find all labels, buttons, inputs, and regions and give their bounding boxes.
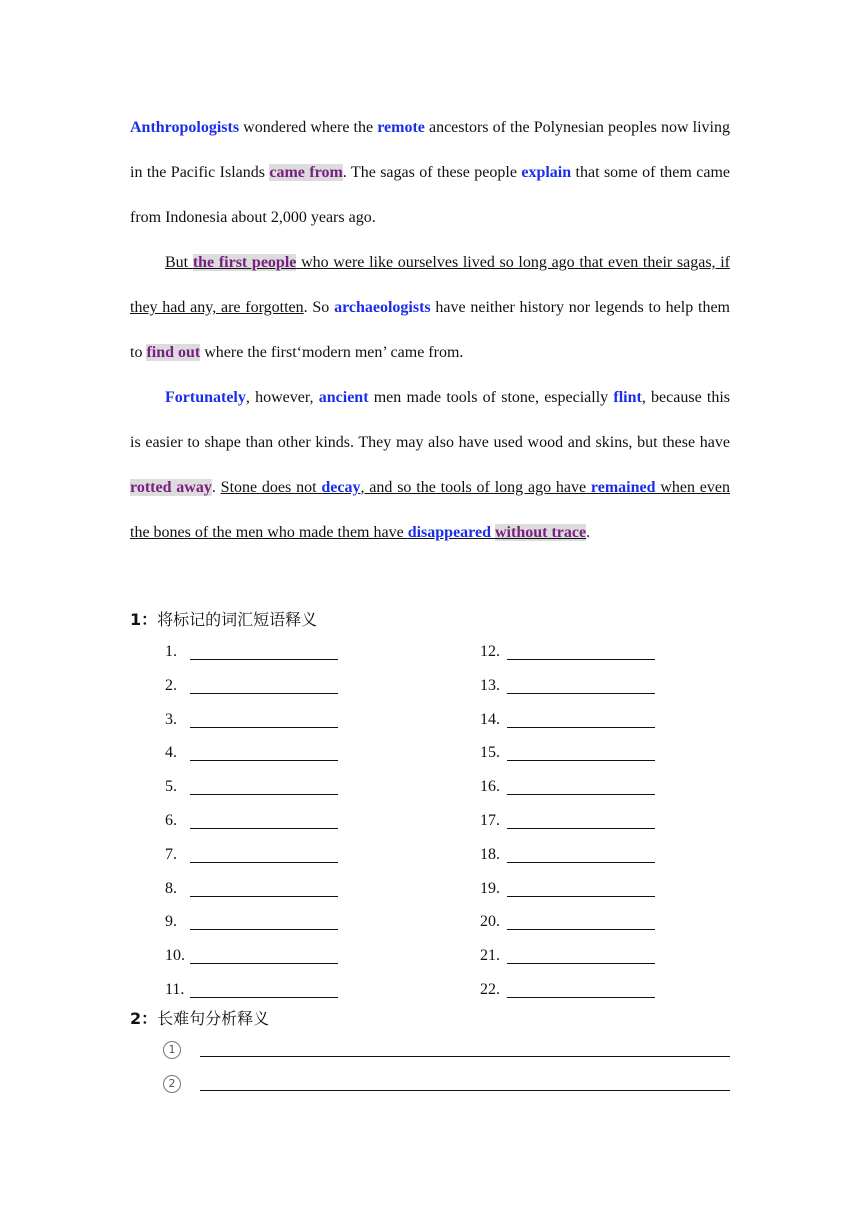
vocab-item-right-6: [480, 811, 500, 831]
vocab-item-right-1: [480, 642, 500, 662]
vocab-item-right-9: [480, 912, 500, 932]
vocab-number: 17.: [480, 812, 500, 829]
vocab-answer-blank[interactable]: [190, 828, 338, 829]
vocab-answer-blank[interactable]: [507, 862, 655, 863]
vocab-answer-blank[interactable]: [190, 794, 338, 795]
vocab-answer-blank[interactable]: [507, 727, 655, 728]
section-2-heading: [130, 1006, 269, 1029]
vocab-number: 6.: [165, 812, 177, 829]
vocab-answer-blank[interactable]: [507, 929, 655, 930]
vocab-item-right-4: [480, 743, 500, 763]
vocab-answer-blank[interactable]: [190, 896, 338, 897]
vocab-item-left-6: [165, 811, 177, 831]
phrase-find-out: find out: [146, 344, 201, 361]
vocab-item-left-11: [165, 980, 184, 1000]
keyword-remote: remote: [377, 119, 425, 136]
section-2-number: 2：: [130, 1009, 158, 1028]
vocab-item-left-9: [165, 912, 177, 932]
vocab-number: 12.: [480, 643, 500, 660]
vocab-item-left-10: [165, 946, 185, 966]
vocab-item-left-5: [165, 777, 177, 797]
vocab-number: 4.: [165, 744, 177, 761]
passage-text: .: [211, 479, 221, 496]
passage-text: that some of them came from Indonesia about 2,000 years ago.: [130, 164, 731, 226]
keyword-anthropologists: Anthropologists: [130, 119, 240, 136]
vocab-answer-blank[interactable]: [507, 659, 655, 660]
vocab-number: 2.: [165, 677, 177, 694]
vocab-number: 14.: [480, 711, 500, 728]
vocab-number: 10.: [165, 947, 185, 964]
vocab-answer-blank[interactable]: [507, 828, 655, 829]
phrase-without-trace: without trace: [494, 524, 587, 541]
paragraph-2: [130, 240, 730, 375]
vocab-number: 21.: [480, 947, 500, 964]
vocab-number: 8.: [165, 880, 177, 897]
vocab-number: 20.: [480, 913, 500, 930]
vocab-number: 16.: [480, 778, 500, 795]
vocab-number: 1.: [165, 643, 177, 660]
vocab-item-right-8: [480, 879, 500, 899]
keyword-disappeared: disappeared: [407, 524, 491, 541]
section-1-number: 1：: [130, 610, 158, 629]
passage-text: . The sagas of these people: [342, 164, 522, 181]
vocab-answer-blank[interactable]: [190, 862, 338, 863]
phrase-came-from: came from: [269, 164, 343, 181]
passage-text: But: [165, 254, 193, 271]
passage-text: . So: [303, 299, 335, 316]
vocab-number: 5.: [165, 778, 177, 795]
vocab-answer-blank[interactable]: [190, 997, 338, 998]
section-1-heading: [130, 607, 317, 630]
passage-text: , however,: [245, 389, 319, 406]
vocab-answer-blank[interactable]: [507, 997, 655, 998]
vocab-answer-blank[interactable]: [507, 963, 655, 964]
vocab-answer-blank[interactable]: [190, 963, 338, 964]
vocab-number: 18.: [480, 846, 500, 863]
answer-line-2[interactable]: [200, 1090, 730, 1091]
vocab-answer-blank[interactable]: [507, 760, 655, 761]
vocab-number: 3.: [165, 711, 177, 728]
vocab-item-left-4: [165, 743, 177, 763]
vocab-number: 11.: [165, 981, 185, 998]
vocab-item-left-1: [165, 642, 177, 662]
passage-text: when even the bones of the men who made them have: [130, 479, 731, 541]
section-2-title: 长难句分析释义: [157, 1009, 270, 1028]
vocab-answer-blank[interactable]: [507, 794, 655, 795]
passage-text: wondered where the: [239, 119, 378, 136]
passage-text: Stone does not: [220, 479, 322, 496]
passage-text: , because this is easier to shape than other kinds. They may also have used wood and skins, but these have: [130, 389, 731, 451]
vocab-item-right-5: [480, 777, 500, 797]
sentence-marker-1: 1: [163, 1041, 181, 1059]
keyword-decay: decay: [321, 479, 361, 496]
phrase-rotted-away: rotted away: [130, 479, 212, 496]
passage-text: men made tools of stone, especially: [368, 389, 614, 406]
section-1-title: 将标记的词汇短语释义: [157, 610, 318, 629]
vocab-item-right-7: [480, 845, 500, 865]
vocab-item-right-2: [480, 676, 500, 696]
paragraph-1: [130, 105, 730, 240]
paragraph-3: [130, 375, 730, 555]
vocab-answer-blank[interactable]: [190, 760, 338, 761]
keyword-ancient: ancient: [318, 389, 369, 406]
vocab-answer-blank[interactable]: [190, 929, 338, 930]
passage-text: have neither history nor legends to help them to: [130, 299, 730, 361]
keyword-explain: explain: [521, 164, 572, 181]
sentence-marker-2: 2: [163, 1075, 181, 1093]
vocab-item-right-10: [480, 946, 500, 966]
vocab-item-left-2: [165, 676, 177, 696]
vocab-item-right-11: [480, 980, 500, 1000]
vocab-number: 19.: [480, 880, 500, 897]
passage-text: who were like ourselves lived so long ago that even their sagas, if they had any, are forgotten: [130, 254, 731, 316]
vocab-answer-blank[interactable]: [190, 727, 338, 728]
vocab-item-left-7: [165, 845, 177, 865]
vocab-answer-blank[interactable]: [190, 659, 338, 660]
passage-text: , and so the tools of long ago have: [360, 479, 591, 496]
vocab-number: 9.: [165, 913, 177, 930]
phrase-the-first-people: the first people: [192, 254, 297, 271]
keyword-archaeologists: archaeologists: [334, 299, 431, 316]
vocab-item-right-3: [480, 710, 500, 730]
underlined-sentence-2: [130, 479, 730, 541]
vocab-item-left-8: [165, 879, 177, 899]
vocab-answer-blank[interactable]: [190, 693, 338, 694]
keyword-flint: flint: [613, 389, 642, 406]
vocab-number: 15.: [480, 744, 500, 761]
vocab-answer-blank[interactable]: [507, 693, 655, 694]
passage-text: .: [586, 524, 591, 541]
vocab-number: 22.: [480, 981, 500, 998]
answer-line-1[interactable]: [200, 1056, 730, 1057]
vocab-number: 7.: [165, 846, 177, 863]
vocab-item-left-3: [165, 710, 177, 730]
vocab-number: 13.: [480, 677, 500, 694]
passage-text: ancestors of the Polynesian peoples now living in the Pacific Islands: [130, 119, 731, 181]
vocab-answer-blank[interactable]: [507, 896, 655, 897]
passage-text: where the first‘modern men’ came from.: [200, 344, 464, 361]
keyword-remained: remained: [590, 479, 656, 496]
keyword-fortunately: Fortunately: [165, 389, 246, 406]
reading-passage: [130, 105, 730, 555]
